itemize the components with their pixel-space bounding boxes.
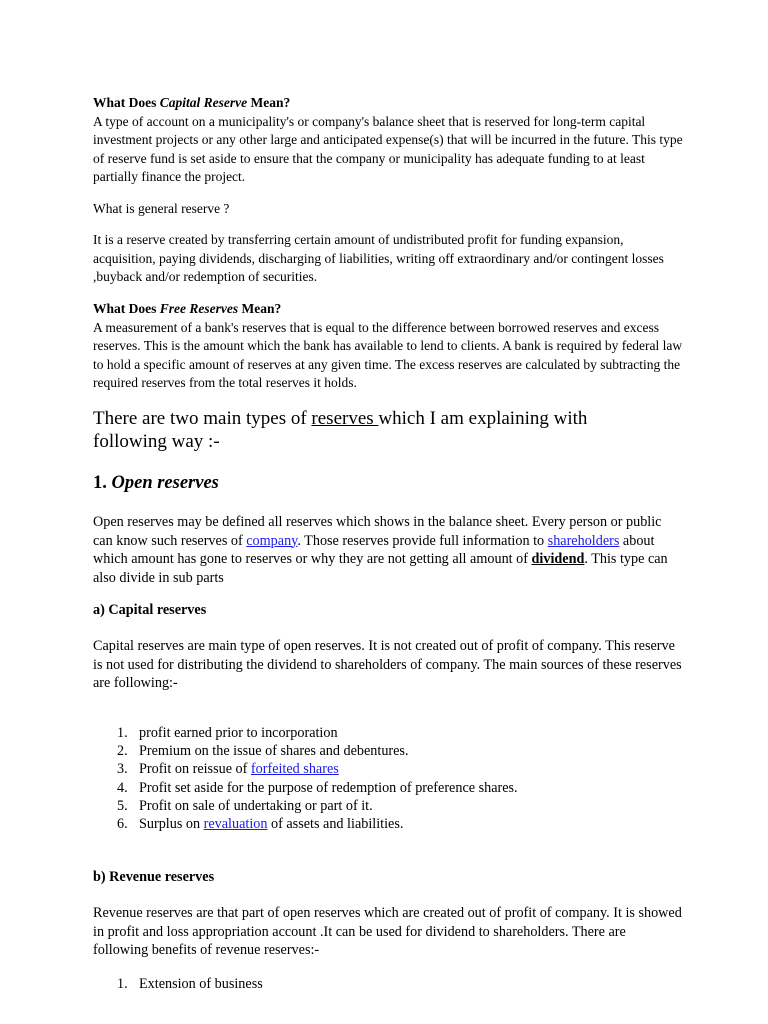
shareholders-link[interactable]: shareholders	[547, 532, 620, 549]
list-item: 2. Premium on the issue of shares and debentures.	[117, 743, 409, 760]
list-item: 3. Profit on reissue of forfeited shares	[117, 761, 339, 778]
capital-reserve-heading: What Does Capital Reserve Mean?	[93, 95, 291, 110]
list-item: 6. Surplus on revaluation of assets and liabilities.	[117, 816, 404, 833]
list-item: 4. Profit set aside for the purpose of redemption of preference shares.	[117, 779, 518, 796]
revaluation-link[interactable]: revaluation	[203, 816, 268, 833]
general-reserve-definition: It is a reserve created by transferring certain amount of undistributed profit for funding expansion, acquisition, paying dividends, discharging of liabilities, writing off extraordinary and/or contingent losses ,buyback and/or redemption of securities.	[93, 232, 664, 284]
dividend-link[interactable]: dividend	[531, 551, 585, 567]
free-reserves-definition: A measurement of a bank's reserves that is equal to the difference between borrowed reserves and excess reserves. This is the amount which the bank has available to lend to clients. A bank is required by federal law to hold a specific amount of reserves at any given time. The excess reserves are calculated by subtracting the required reserves from the total reserves it holds.	[93, 319, 683, 390]
capital-reserves-heading: a) Capital reserves	[93, 602, 207, 618]
general-reserve-question: What is general reserve ?	[93, 201, 230, 216]
revenue-reserves-body: Revenue reserves are that part of open reserves which are created out of profit of company. It is showed in profit and loss appropriation account .It can be used for dividend to shareholders. There are following benefits of revenue reserves:-	[93, 905, 682, 958]
list-item: 1. profit earned prior to incorporation	[117, 725, 338, 741]
capital-reserve-section	[93, 94, 683, 187]
reserves-link[interactable]: reserves	[311, 408, 379, 429]
list-item: 1. Extension of business	[117, 976, 263, 992]
revenue-reserves-heading: b) Revenue reserves	[93, 869, 215, 885]
forfeited-shares-link[interactable]: forfeited shares	[250, 761, 339, 778]
types-intro-heading: There are two main types of reserves which I am explaining with following way :-	[93, 408, 588, 452]
capital-reserve-definition: A type of account on a municipality's or company's balance sheet that is reserved for long-term capital investment projects or any other large and anticipated expense(s) that will be incurred in the future. This type of reserve fund is set aside to ensure that the company or municipality has adequate funding to at least partially finance the project.	[93, 113, 683, 184]
open-reserves-body: Open reserves may be defined all reserves which shows in the balance sheet. Every person or public can know such reserves of company. Those reserves provide full information to shareholders about which amount has gone to reserves or why they are not getting all amount of dividend. This type can also divide in sub parts	[93, 514, 668, 586]
capital-reserves-sources-list	[93, 724, 683, 833]
company-link[interactable]: company	[246, 532, 298, 549]
capital-reserves-body: Capital reserves are main type of open reserves. It is not created out of profit of company. This reserve is not used for distributing the dividend to shareholders of company. The main sources of these reserves are following:-	[93, 638, 682, 691]
free-reserves-heading: What Does Free Reserves Mean?	[93, 301, 282, 316]
revenue-reserves-benefits-list	[93, 975, 683, 993]
list-item: 5. Profit on sale of undertaking or part of it.	[117, 797, 373, 814]
free-reserves-section	[93, 300, 683, 393]
open-reserves-heading: 1. Open reserves	[93, 473, 219, 493]
